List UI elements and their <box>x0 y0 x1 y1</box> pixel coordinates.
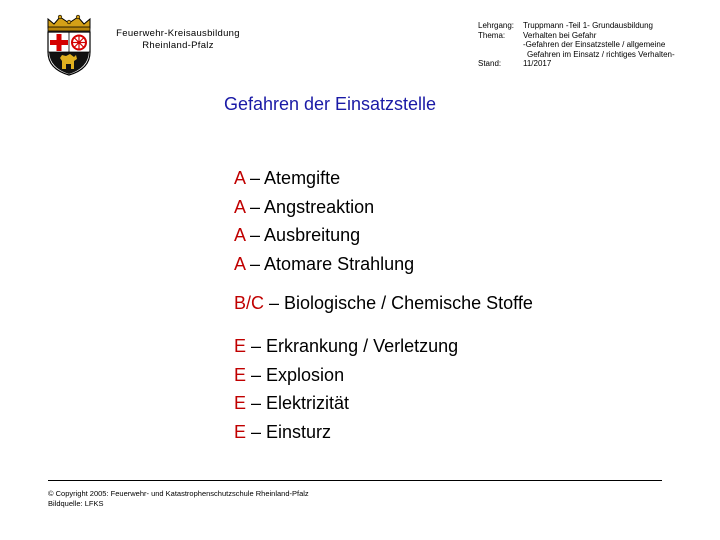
lehrgang-label: Lehrgang: <box>478 21 515 30</box>
org-line-2: Rheinland-Pfalz <box>142 40 214 51</box>
hazard-list-a <box>234 164 414 278</box>
thema-detail-2: Gefahren im Einsatz / richtiges Verhalten- <box>527 49 675 59</box>
list-item: B/C – Biologische / Chemische Stoffe <box>234 293 533 313</box>
org-line-1: Feuerwehr-Kreisausbildung <box>116 28 240 39</box>
list-item: E – Einsturz <box>234 421 332 442</box>
slide-title: Gefahren der Einsatzstelle <box>223 94 437 114</box>
list-item: E – Elektrizität <box>234 393 350 413</box>
copyright-text: © Copyright 2005: Feuerwehr- und Katastrophenschutzschule Rheinland-Pfalz <box>48 489 309 498</box>
thema-detail-1: -Gefahren der Einsatzstelle / allgemeine <box>523 40 666 50</box>
hazard-list-bc <box>234 289 533 318</box>
image-source-text: Bildquelle: LFKS <box>48 499 104 508</box>
list-item: A – Atomare Strahlung <box>234 253 415 274</box>
list-item: A – Atemgifte <box>234 168 341 188</box>
footer-divider <box>48 480 662 481</box>
stand-value: 11/2017 <box>523 59 552 69</box>
list-item: E – Explosion <box>234 364 345 385</box>
thema-value: Verhalten bei Gefahr <box>523 30 597 40</box>
hazard-list-e <box>234 332 458 446</box>
list-item: E – Erkrankung / Verletzung <box>234 336 459 356</box>
footer <box>48 489 309 509</box>
stand-label: Stand: <box>478 59 502 69</box>
list-item: A – Ausbreitung <box>234 225 361 245</box>
list-item: A – Angstreaktion <box>234 196 375 217</box>
lehrgang-value: Truppmann -Teil 1- Grundausbildung <box>523 21 653 30</box>
course-metadata <box>478 21 718 69</box>
organization-name <box>98 28 258 52</box>
coat-of-arms-icon <box>40 14 98 76</box>
thema-label: Thema: <box>478 30 506 40</box>
